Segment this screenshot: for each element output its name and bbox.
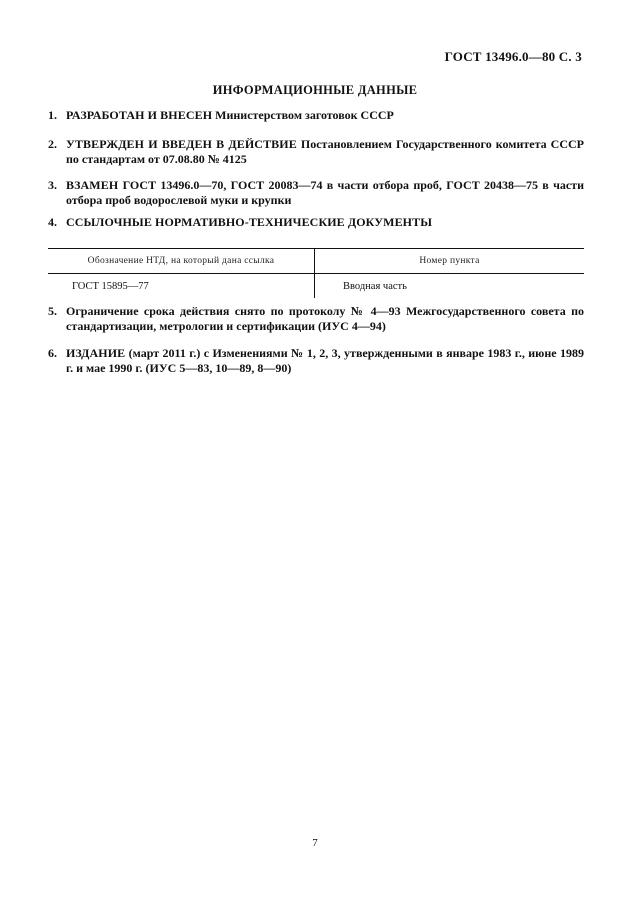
info-item-1 — [48, 108, 584, 123]
item-lead: ИЗДАНИЕ — [66, 346, 126, 360]
info-item-4 — [48, 215, 584, 230]
table-cell-clause: Вводная часть — [343, 280, 407, 292]
column-header-clause: Номер пункта — [315, 249, 585, 274]
section-title: ИНФОРМАЦИОННЫЕ ДАННЫЕ — [212, 83, 418, 97]
item-lead: УТВЕРЖДЕН И ВВЕДЕН В ДЕЙСТВИЕ — [66, 137, 297, 151]
item-text: Постановлением Государственного комитета СССР по стандартам от 07.08.80 № 4125 — [66, 137, 584, 166]
table-cell-document: ГОСТ 15895—77 — [48, 274, 315, 299]
item-text: ГОСТ 13496.0—70, ГОСТ 20083—74 в части отбора проб, ГОСТ 20438—75 в части отбора проб водорослевой муки и крупки — [66, 178, 584, 207]
document-code-header: ГОСТ 13496.0—80 С. 3 — [444, 49, 582, 64]
item-number: 2. — [48, 137, 57, 151]
info-item-6 — [48, 346, 584, 376]
item-number: 6. — [48, 346, 57, 360]
item-lead: ВЗАМЕН — [66, 178, 119, 192]
item-text: Ограничение срока действия снято по протоколу № 4—93 Межгосударственного совета по стандартизации, метрологии и сертификации (ИУС 4—94) — [66, 304, 584, 333]
item-number: 4. — [48, 215, 57, 229]
info-item-5 — [48, 304, 584, 334]
info-item-2 — [48, 137, 584, 167]
item-number: 5. — [48, 304, 57, 318]
item-lead: РАЗРАБОТАН И ВНЕСЕН — [66, 108, 213, 122]
table-row — [48, 274, 584, 299]
page-number: 7 — [312, 837, 318, 849]
reference-documents-table — [48, 248, 584, 298]
table-header-row — [48, 249, 584, 274]
item-text: (март 2011 г.) с Изменениями № 1, 2, 3, утвержденными в январе 1983 г., июне 1989 г. и мае 1990 г. (ИУС 5—83, 10—89, 8—90) — [66, 346, 584, 375]
item-number: 3. — [48, 178, 57, 192]
item-text: Министерством заготовок СССР — [212, 108, 394, 122]
column-header-document: Обозначение НТД, на который дана ссылка — [48, 249, 315, 274]
info-item-3 — [48, 178, 584, 208]
item-lead: ССЫЛОЧНЫЕ НОРМАТИВНО-ТЕХНИЧЕСКИЕ ДОКУМЕНТЫ — [66, 215, 433, 229]
item-number: 1. — [48, 108, 57, 122]
